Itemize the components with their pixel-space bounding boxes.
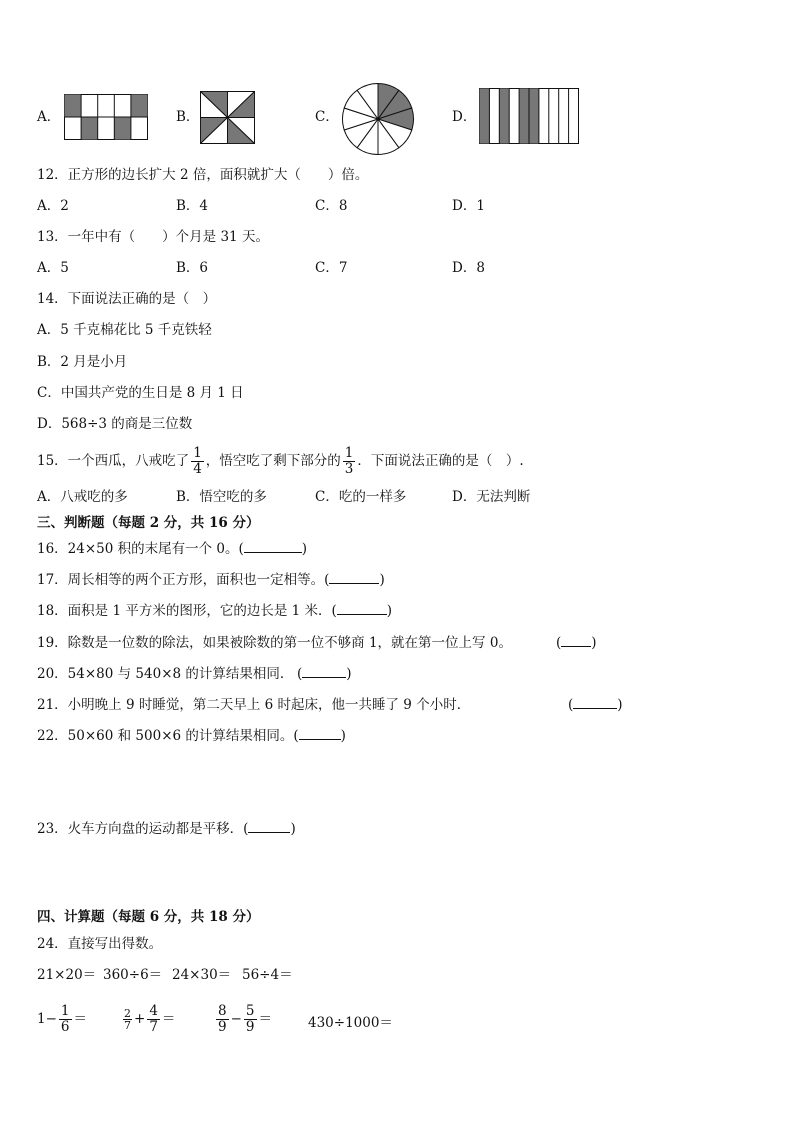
e1-op: − xyxy=(45,1011,57,1027)
q11-figure-c xyxy=(341,82,415,156)
q15-option-c: C．吃的一样多 xyxy=(315,489,407,505)
q15-option-a: A．八戒吃的多 xyxy=(37,489,128,505)
q20-text: 20．54×80 与 540×8 的计算结果相同． xyxy=(37,666,294,682)
e1-fraction xyxy=(59,1004,72,1035)
q22-answer-blank[interactable] xyxy=(299,727,341,740)
q15-text-3: ．下面说法正确的是（ ）. xyxy=(357,453,524,469)
q14-option-a: A．5 千克棉花比 5 千克铁轻 xyxy=(37,322,212,338)
q21-answer xyxy=(568,696,623,714)
e2-numerator-2: 4 xyxy=(149,1003,158,1019)
q23-close-paren: ) xyxy=(290,821,296,837)
q13-option-c: C．7 xyxy=(315,260,348,276)
q24-expr-3: 24×30＝ xyxy=(172,967,232,983)
q24-expr-7 xyxy=(214,1004,272,1035)
e3-fraction-2 xyxy=(244,1004,257,1035)
q12-option-a: A．2 xyxy=(37,198,69,214)
e3-denominator-2: 9 xyxy=(245,1019,255,1035)
q14-option-d: D．568÷3 的商是三位数 xyxy=(37,416,193,432)
q22-close-paren: ) xyxy=(340,728,346,744)
q20-close-paren: ) xyxy=(346,666,352,682)
q11-figure-b xyxy=(200,91,255,144)
q19-open-paren: ( xyxy=(556,635,562,651)
q13-question: 13．一年中有（ ）个月是 31 天。 xyxy=(37,229,269,245)
q16 xyxy=(37,540,307,558)
q19-text: 19．除数是一位数的除法，如果被除数的第一位不够商 1，就在第一位上写 0。 xyxy=(37,635,512,651)
q21-close-paren: ) xyxy=(617,697,623,713)
q20-open-paren: ( xyxy=(297,666,303,682)
q17-answer-blank[interactable] xyxy=(329,571,379,584)
e2-denominator-2: 7 xyxy=(149,1019,158,1035)
q11-option-c-label: C． xyxy=(315,109,339,125)
q18-close-paren: ) xyxy=(386,603,393,619)
q13-option-b: B．6 xyxy=(176,260,209,276)
q24-expr-1: 21×20＝ xyxy=(37,967,97,983)
q16-close-paren: ) xyxy=(301,541,308,557)
e1-equals: ＝ xyxy=(73,1011,87,1027)
section-3-title: 三、判断题（每题 2 分，共 16 分） xyxy=(37,515,260,531)
q19-answer-blank[interactable] xyxy=(561,634,591,647)
e3-numerator-1: 8 xyxy=(218,1003,227,1019)
q15-frac2-denominator: 3 xyxy=(344,461,354,477)
e1-numerator: 1 xyxy=(60,1003,70,1019)
q20-answer-blank[interactable] xyxy=(302,665,346,678)
q13-option-d: D．8 xyxy=(452,260,485,276)
e2-equals: ＝ xyxy=(161,1011,176,1027)
e3-numerator-2: 5 xyxy=(245,1003,255,1019)
e2-numerator-1: 2 xyxy=(124,1007,131,1020)
q17-text: 17．周长相等的两个正方形，面积也一定相等。( xyxy=(37,572,330,588)
q12-option-c: C．8 xyxy=(315,198,348,214)
q15-option-b: B．悟空吃的多 xyxy=(176,489,267,505)
q14-question: 14．下面说法正确的是（ ） xyxy=(37,291,217,307)
q15-option-d: D．无法判断 xyxy=(452,489,531,505)
q15-question xyxy=(37,441,524,481)
q11-option-d-label: D． xyxy=(452,109,477,125)
e2-fraction-2 xyxy=(147,1004,160,1035)
q15-fraction-2 xyxy=(343,446,356,477)
q18-text: 18．面积是 1 平方米的图形，它的边长是 1 米．( xyxy=(37,603,337,619)
q20-answer xyxy=(297,665,352,683)
q21-open-paren: ( xyxy=(568,697,574,713)
q12-option-d: D．1 xyxy=(452,198,485,214)
e3-denominator-1: 9 xyxy=(218,1019,227,1035)
q24-question: 24．直接写出得数。 xyxy=(37,936,163,952)
q19-close-paren: ) xyxy=(591,635,597,651)
q24-expr-2: 360÷6＝ xyxy=(103,967,163,983)
q18-answer-blank[interactable] xyxy=(337,602,387,615)
q24-expr-5 xyxy=(37,1004,87,1035)
q22-text: 22．50×60 和 500×6 的计算结果相同。( xyxy=(37,728,299,744)
q13-option-a: A．5 xyxy=(37,260,69,276)
q21-text: 21．小明晚上 9 时睡觉，第二天早上 6 时起床，他一共睡了 9 个小时． xyxy=(37,697,471,713)
q15-frac2-numerator: 1 xyxy=(344,445,354,461)
q19-answer xyxy=(556,634,597,652)
q15-text-2: ，悟空吃了剩下部分的 xyxy=(205,453,341,469)
section-4-title: 四、计算题（每题 6 分，共 18 分） xyxy=(37,909,260,925)
e2-fraction-1 xyxy=(123,1008,132,1031)
q23-text: 23．火车方向盘的运动都是平移．( xyxy=(37,821,249,837)
q15-frac1-numerator: 1 xyxy=(193,445,202,461)
q14-option-b: B．2 月是小月 xyxy=(37,354,128,370)
e2-op: + xyxy=(134,1011,146,1027)
q11-figure-d xyxy=(479,88,579,144)
q11-option-a-label: A． xyxy=(37,109,61,125)
q17 xyxy=(37,571,385,589)
e3-op: − xyxy=(230,1011,242,1027)
e2-denominator-1: 7 xyxy=(124,1019,131,1032)
q22 xyxy=(37,727,346,745)
q15-frac1-denominator: 4 xyxy=(193,461,202,477)
q24-expr-4: 56÷4＝ xyxy=(242,967,293,983)
q12-option-b: B．4 xyxy=(176,198,209,214)
q17-close-paren: ) xyxy=(379,572,385,588)
q16-answer-blank[interactable] xyxy=(244,540,302,553)
q24-expr-6 xyxy=(121,1004,175,1035)
q11-figure-a xyxy=(64,94,148,140)
q21-answer-blank[interactable] xyxy=(573,696,617,709)
q23 xyxy=(37,820,296,838)
q23-answer-blank[interactable] xyxy=(248,820,290,833)
e1-denominator: 6 xyxy=(60,1019,70,1035)
q18 xyxy=(37,602,392,620)
q15-fraction-1 xyxy=(191,446,204,477)
q15-text-1: 15．一个西瓜，八戒吃了 xyxy=(37,453,190,469)
e1-whole: 1 xyxy=(37,1011,46,1027)
q11-option-b-label: B． xyxy=(176,109,200,125)
q24-expr-8: 430÷1000＝ xyxy=(308,1015,393,1031)
e3-fraction-1 xyxy=(216,1004,229,1035)
q16-text: 16．24×50 积的末尾有一个 0。( xyxy=(37,541,244,557)
q12-question: 12．正方形的边长扩大 2 倍，面积就扩大（ ）倍。 xyxy=(37,167,369,183)
e3-equals: ＝ xyxy=(258,1011,272,1027)
q14-option-c: C．中国共产党的生日是 8 月 1 日 xyxy=(37,385,244,401)
